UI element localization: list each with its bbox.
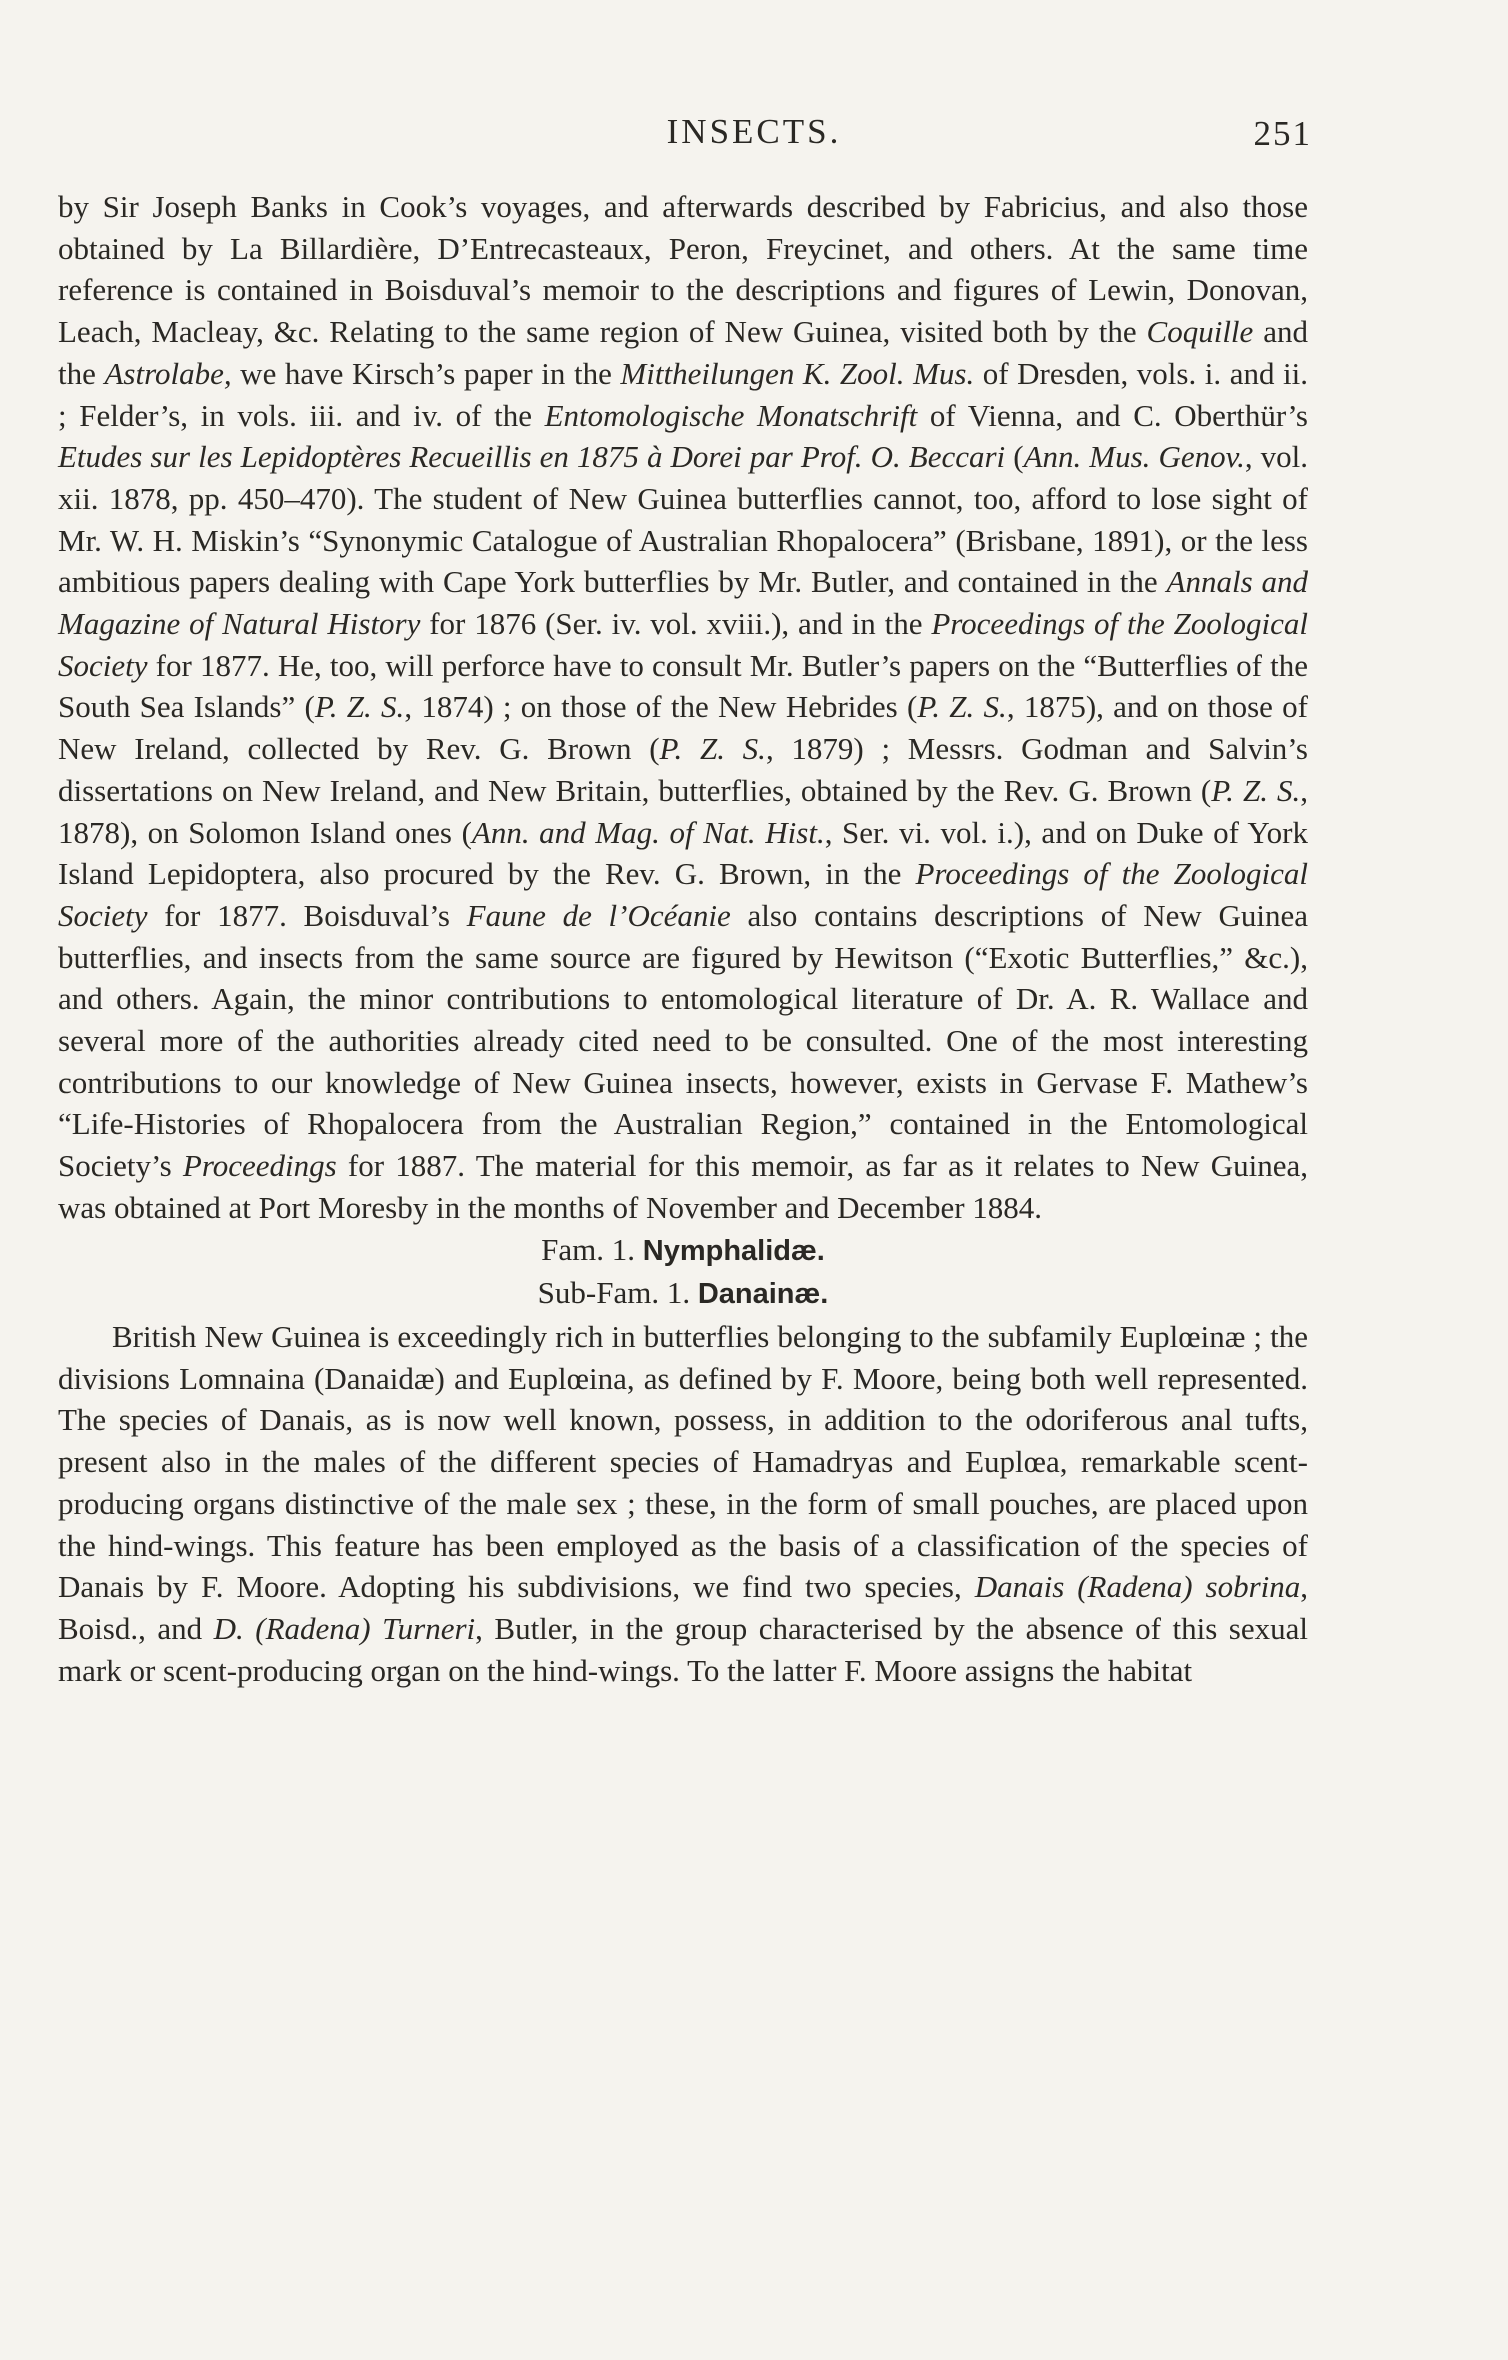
italic-run: Coquille [1146, 314, 1254, 350]
text-run: for 1877. He, too, will perforce have to consult Mr. Butler’s papers on the “Butterflies of the South Sea Islands” ( [58, 647, 1308, 725]
family-heading-prefix: Fam. 1. [541, 1231, 636, 1267]
italic-run: Faune de l’Océanie [466, 897, 731, 933]
italic-run: Entomologische Monatschrift [544, 397, 918, 433]
text-run: and the [58, 314, 1308, 391]
text-run: of Vienna, and C. Oberthür’s [917, 397, 1309, 433]
italic-run: Annals and Magazine of Natural History [58, 564, 1308, 642]
italic-run: Etudes sur les Lepidoptères Recueillis en 1875 à Dorei par Prof. O. Beccari [58, 439, 1006, 475]
text-run: ( [1005, 439, 1024, 475]
text-run: , Butler, in the group characterised by the absence of this sexual mark or scent-producing organ on the hind-wings. To the latter F. Moore assigns the habitat [58, 1610, 1308, 1688]
text-run: for 1877. Boisduval’s [147, 897, 467, 933]
subfamily-heading-prefix: Sub-Fam. 1. [537, 1275, 691, 1311]
italic-run: P. Z. S. [1211, 772, 1301, 808]
text-run: , 1875), and on those of New Ireland, collected by Rev. G. Brown ( [58, 689, 1309, 767]
italic-run: Astrolabe, [104, 355, 232, 391]
italic-run: Danais (Radena) sobrina [974, 1569, 1301, 1605]
text-run: by Sir Joseph Banks in Cook’s voyages, and afterwards described by Fabricius, and also those obtained by La Billardière, D’Entrecasteaux, Peron, Freycinet, and others. At the same time reference is contained in Boisduval’s memoir to the descriptions and figures of Lewin, Donovan, Leach, Macleay, &c. Relating to the same region of New Guinea, visited both by the [58, 189, 1308, 350]
italic-run: P. Z. S. [314, 689, 405, 725]
italic-run: P. Z. S. [659, 731, 766, 767]
family-heading-name: Nymphalidæ. [642, 1234, 825, 1267]
text-run: , vol. xii. 1878, pp. 450–470). The student of New Guinea butterflies cannot, too, afford to lose sight of Mr. W. H. Miskin’s “Synonymic Catalogue of Australian Rhopalocera” (Brisbane, 1891), or the less ambitious papers dealing with Cape York butterflies by Mr. Butler, and contained in the [58, 439, 1309, 600]
running-head [0, 112, 1508, 162]
text-run: of Dresden, vols. i. and ii. ; Felder’s, in vols. iii. and iv. of the [58, 355, 1309, 433]
text-run: , Boisd., and [58, 1569, 1308, 1646]
text-run: , 1878), on Solomon Island ones ( [58, 772, 1308, 850]
italic-run: Proceedings of the Zoological Society [58, 856, 1308, 933]
text-run: for 1876 (Ser. iv. vol. xviii.), and in the [420, 606, 932, 642]
subfamily-heading-name: Danainæ. [697, 1278, 829, 1311]
body-text [58, 186, 1308, 1691]
text-run: also contains descriptions of New Guinea butterflies, and insects from the same source are figured by Hewitson (“Exotic Butterflies,” &c.), and others. Again, the minor contributions to entomological literature of Dr. A. R. Wallace and several more of the authorities already cited need to be consulted. One of the most interesting contributions to our knowledge of New Guinea insects, however, exists in Gervase F. Mathew’s “Life-Histories of Rhopalocera from the Australian Region,” contained in the Entomological Society’s [58, 897, 1308, 1184]
text-run: we have Kirsch’s paper in the [231, 355, 621, 391]
italic-run: Ann. and Mag. of Nat. Hist. [471, 814, 825, 850]
family-heading [58, 1229, 1308, 1273]
italic-run: Ann. Mus. Genov. [1023, 439, 1245, 475]
text-run: , 1879) ; Messrs. Godman and Salvin’s dissertations on New Ireland, and New Britain, butterflies, obtained by the Rev. G. Brown ( [58, 731, 1308, 808]
running-title: INSECTS. [666, 112, 842, 151]
subfamily-heading [58, 1272, 1308, 1316]
italic-run: D. (Radena) Turneri [213, 1610, 476, 1646]
text-run: for 1887. The material for this memoir, as far as it relates to New Guinea, was obtained at Port Moresby in the months of November and December 1884. [58, 1148, 1308, 1225]
italic-run: Mittheilungen K. Zool. Mus. [620, 355, 975, 391]
text-run: , Ser. vi. vol. i.), and on Duke of York Island Lepidoptera, also procured by the Rev. G. Brown, in the [58, 814, 1308, 892]
page-number: 251 [1253, 114, 1312, 153]
text-run: , 1874) ; on those of the New Hebrides ( [404, 689, 918, 725]
italic-run: Proceedings of the Zoological Society [58, 606, 1308, 683]
text-run: British New Guinea is exceedingly rich in butterflies belonging to the subfamily Euplœinæ ; the divisions Lomnaina (Danaidæ) and Euplœina, as defined by F. Moore, being both well represented. The species of Danais, as is now well known, possess, in addition to the odoriferous anal tufts, present also in the males of the different species of Hamadryas and Euplœa, remarkable scent-producing organs distinctive of the male sex ; these, in the form of small pouches, are placed upon the hind-wings. This feature has been employed as the basis of a classification of the species of Danais by F. Moore. Adopting his subdivisions, we find two species, [58, 1318, 1308, 1605]
italic-run: P. Z. S. [917, 689, 1007, 725]
paragraph-1 [58, 186, 1308, 1229]
italic-run: Proceedings [182, 1148, 337, 1184]
paragraph-2 [58, 1316, 1308, 1691]
